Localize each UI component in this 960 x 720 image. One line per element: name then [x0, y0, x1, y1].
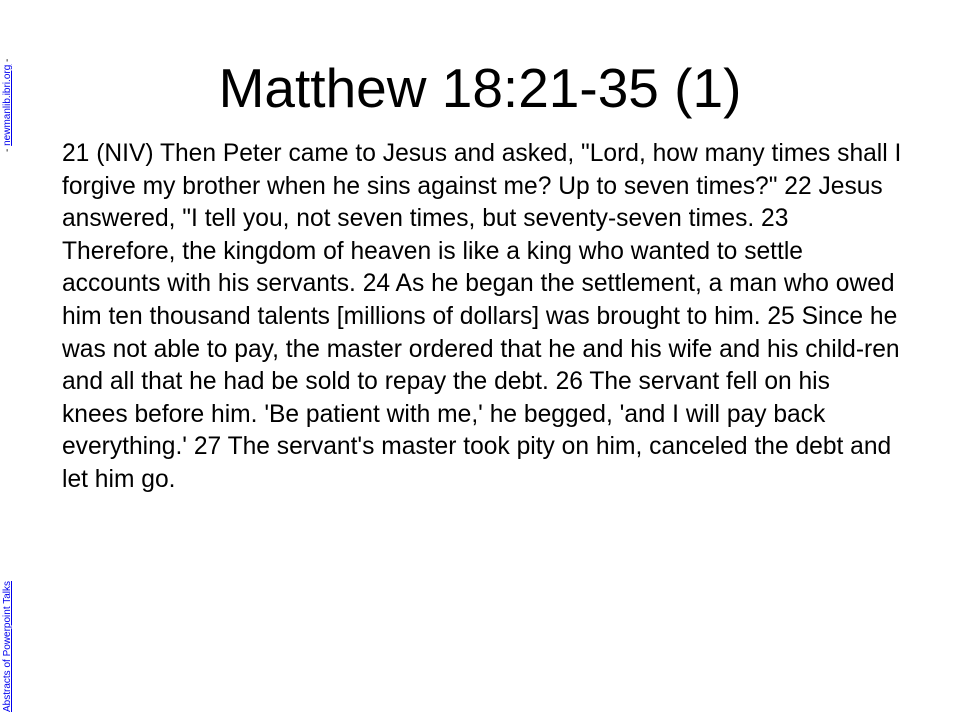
scripture-text: 21 (NIV) Then Peter came to Jesus and asked, "Lord, how many times shall I forgive my brother when he sins against me? Up to seven times?" 22 Jesus answered, "I tell you, not seven times, but seventy-seven times. 23 Therefore, the kingdom of heaven is like a king who wanted to settle accounts with his servants. 24 As he began the settlement, a man who owed him ten thousand talents [millions of dollars] was brought to him. 25 Since he was not able to pay, the master ordered that he and his wife and his child-ren and all that he had be sold to repay the debt. 26 The servant fell on his knees before him. 'Be patient with me,' he begged, 'and I will pay back everything.' 27 The servant's master took pity on him, canceled the debt and let him go. — [62, 140, 902, 493]
site-link-container — [2, 59, 14, 152]
abstracts-link-container — [2, 581, 14, 712]
slide-title: Matthew 18:21-35 (1) — [218, 57, 742, 119]
separator-dash: - — [2, 148, 13, 152]
site-link[interactable]: newmanlib.ibri.org — [2, 64, 13, 146]
abstracts-link[interactable]: Abstracts of Powerpoint Talks — [2, 581, 13, 712]
separator-dash-end: - — [2, 58, 13, 62]
